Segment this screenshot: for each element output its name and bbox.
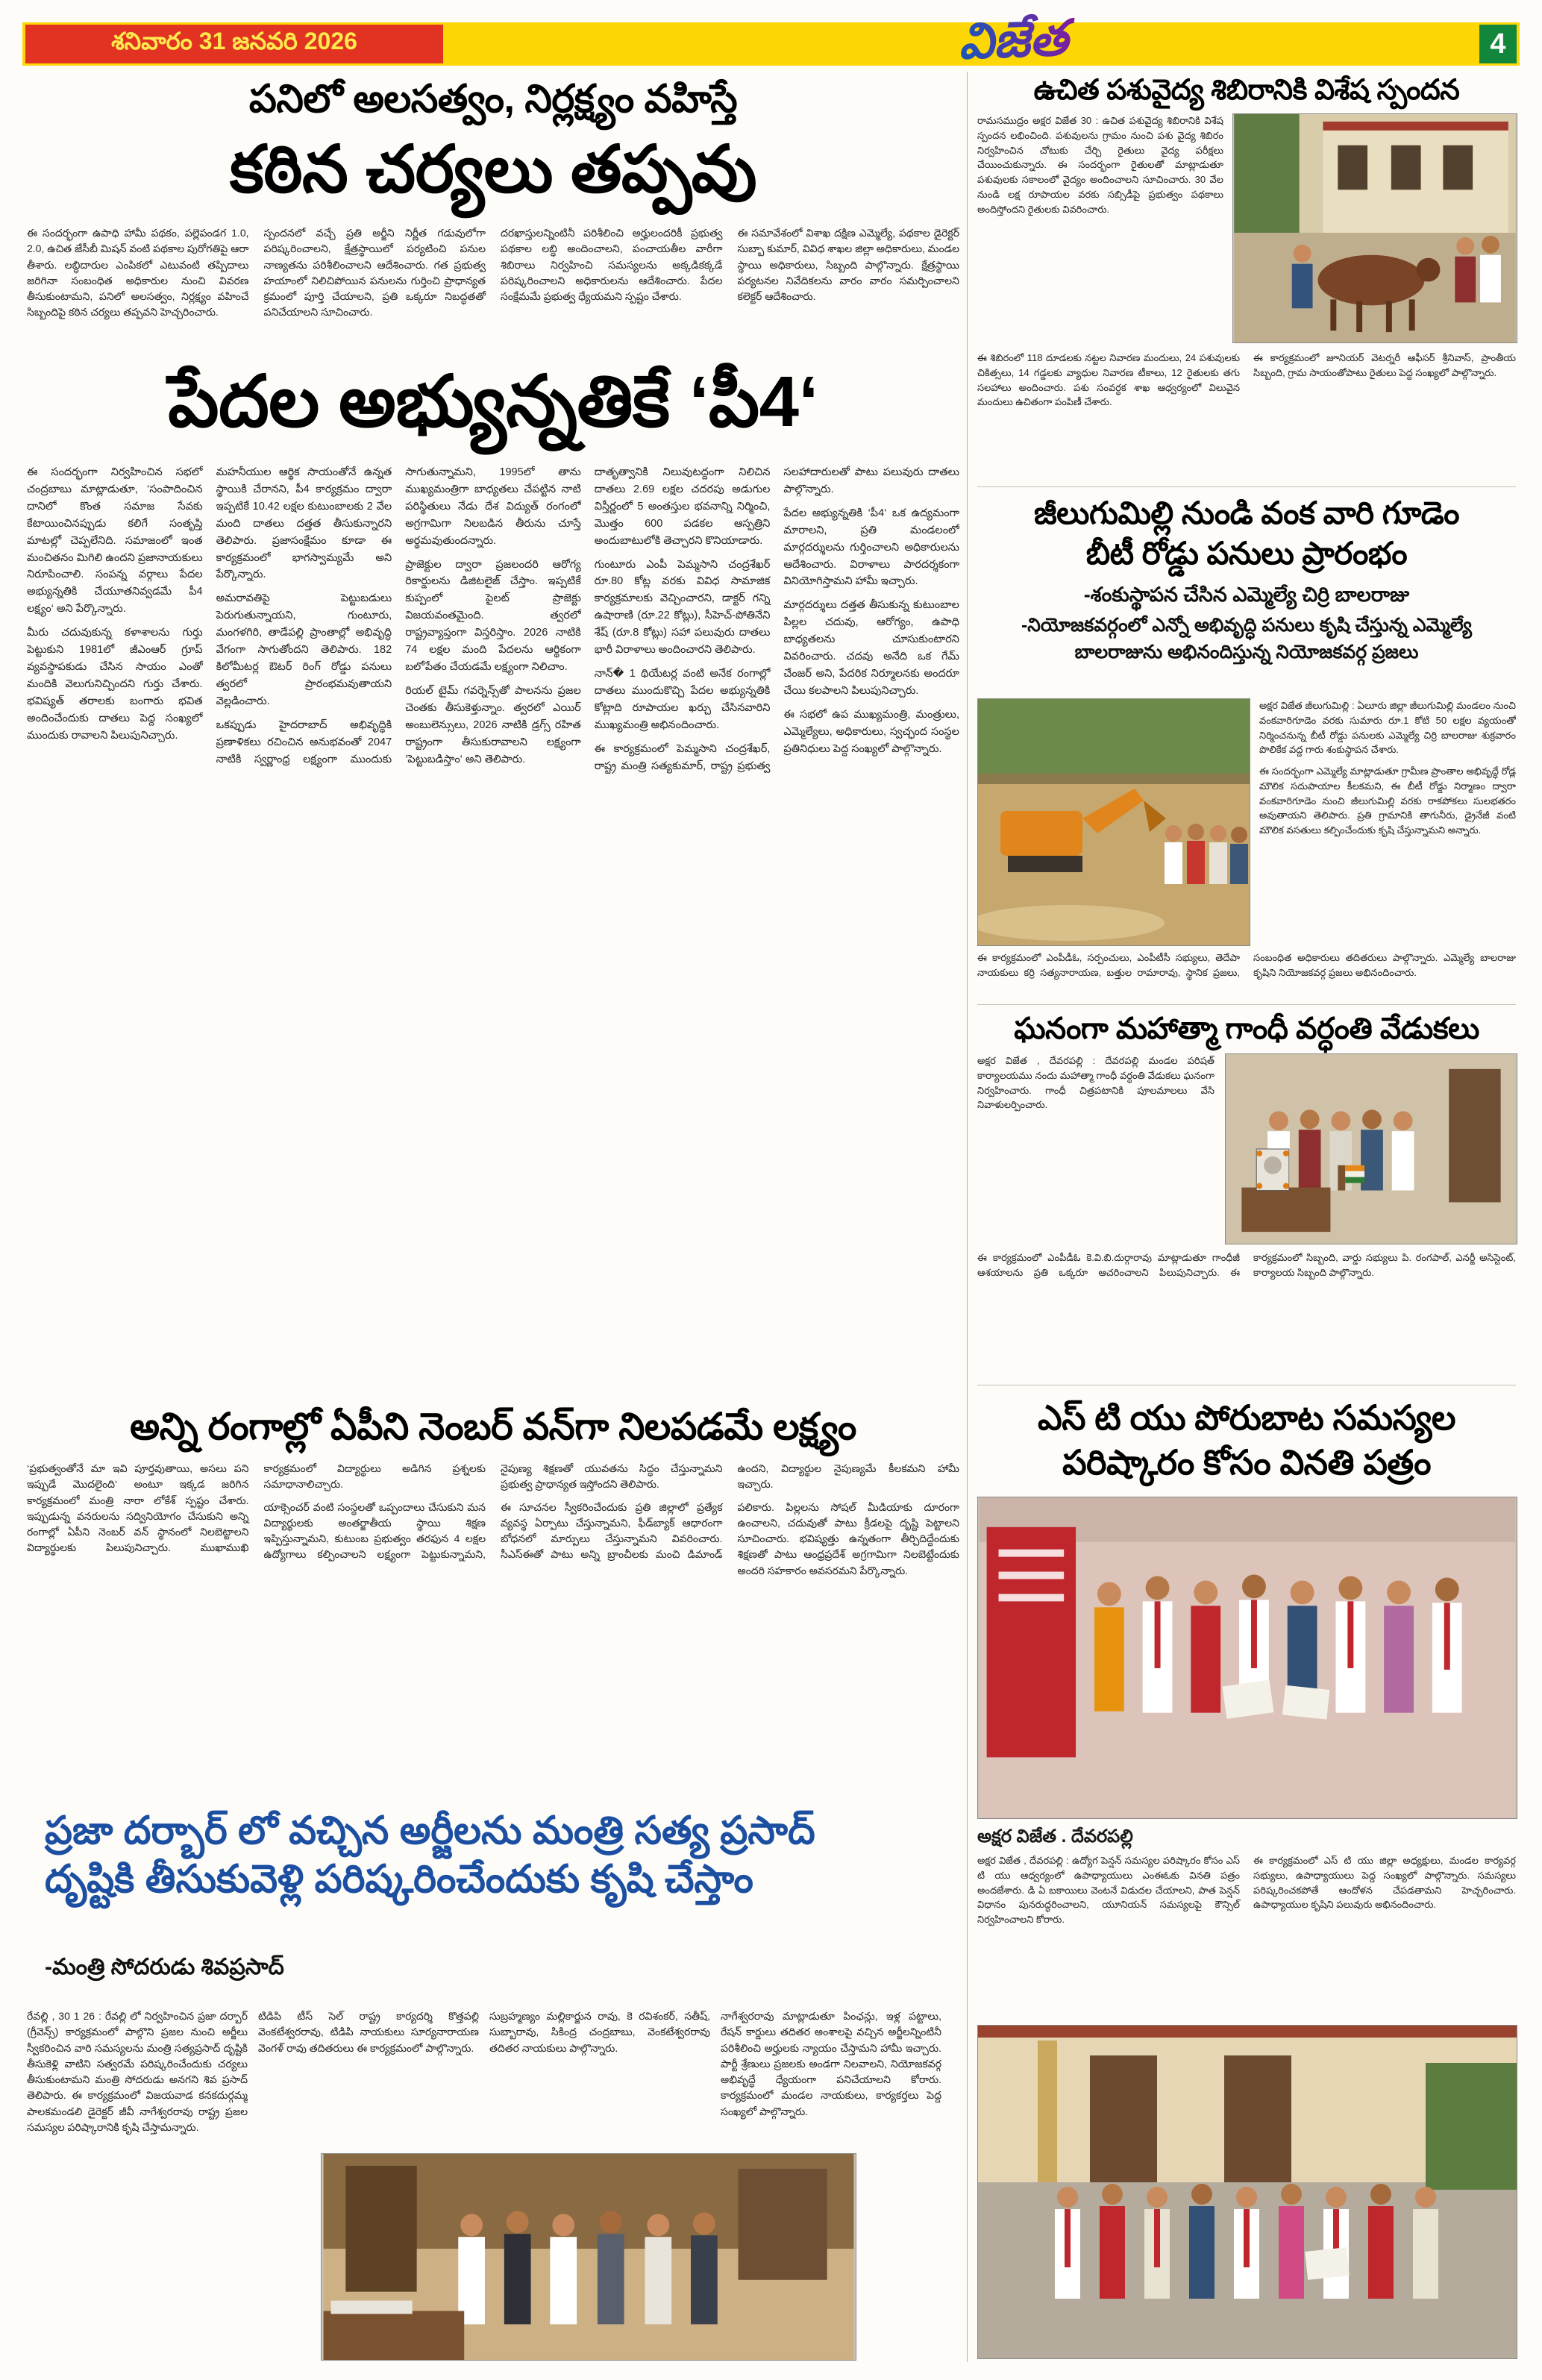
article4-headline-line2: దృష్టికి తీసుకువెళ్లి పరిష్కరించేందుకు కృషి చేస్తాం xyxy=(45,1858,753,1901)
paragraph: స్పందనలో వచ్చే ప్రతి అర్జీని నిర్ణీత గడువులోగా పరిష్కరించాలని, క్షేత్రస్థాయిలో పర్యటించి పనుల నాణ్యతను పరిశీలించాలని ఆదేశించారు. గత ప్రభుత్వ హయాంలో నిలిచిపోయిన పనులను గుర్తించి ప్రాధాన్యత క్రమంలో పూర్తి చేయాలని, ప్రతి ఒక్కరూ నిబద్ధతతో పనిచేయాలని సూచించారు. xyxy=(263,227,486,319)
article4-col2 xyxy=(258,2008,479,2141)
paragraph: మహనీయుల ఆర్థిక సాయంతోనే ఉన్నత స్థాయికి చేరానని, పీ4 కార్యక్రమం ద్వారా ఇప్పటికే 10.42 లక్షల కుటుంబాలకు 2 వేల మంది దాతలు దత్తత తీసుకున్నారని తెలిపారు. ప్రజాసంక్షేమం కూడా ఈ కార్యక్రమంలో భాగస్వామ్యమే అని పేర్కొన్నారు. xyxy=(216,466,392,581)
bt-road-headline-line1: జీలుగుమిల్లి నుండి వంక వారి గూడెం xyxy=(1033,495,1460,530)
date-box xyxy=(25,25,443,63)
paragraph: ఈ కార్యక్రమంలో ఎంపీడీఓ, సర్పంచులు, ఎంపీటీసీ సభ్యులు, తెదేపా నాయకులు కర్రి సత్యనారాయణ, బత్తుల రామారావు, స్థానిక ప్రజలు, సంబంధిత అధికారులు తదితరులు పాల్గొన్నారు. ఎమ్మెల్యే బాలరాజు కృషిని నియోజకవర్గ ప్రజలు అభినందించారు. xyxy=(977,952,1516,978)
paragraph: ఈ సభలో ఉప ముఖ్యమంత్రి, మంత్రులు, ఎమ్మెల్యేలు, అధికారులు, స్వచ్ఛంద సంస్థల ప్రతినిధులు పెద్ద సంఖ్యలో పాల్గొన్నారు. xyxy=(783,708,959,755)
photo-gandhi-vardhanti xyxy=(1225,1053,1517,1244)
section-rule xyxy=(977,1004,1516,1005)
paragraph: ఈ కార్యక్రమంలో పెమ్మసాని చంద్రశేఖర్, రాష్ట్ర మంత్రి సత్యకుమార్, రాష్ట్ర ప్రభుత్వ సలహాదారులతో పాటు పలువురు దాతలు పాల్గొన్నారు. xyxy=(594,466,959,772)
paragraph: ప్రాజెక్టుల ద్వారా ప్రజలందరి ఆరోగ్య రికార్డులను డిజిటలైజ్ చేస్తాం. ఇప్పటికే కుప్పంలో పైలట్ ప్రాజెక్టు విజయవంతమైంది. త్వరలో రాష్ట్రవ్యాప్తంగా విస్తరిస్తాం. 2026 నాటికి 74 లక్షల మంది పేదలను ఆర్థికంగా బలోపేతం చేయడమే లక్ష్యంగా నిలిచాం. xyxy=(405,558,581,673)
paragraph: యాక్సెంచర్ వంటి సంస్థలతో ఒప్పందాలు చేసుకుని మన విద్యార్థులకు అంతర్జాతీయ స్థాయి శిక్షణ ఇప్పిస్తున్నామని, కుటుంబ ప్రభుత్వం తరఫున 4 లక్షల ఉద్యోగాలు కల్పించాలని లక్ష్యంగా పెట్టుకున్నామని, నైపుణ్య శిక్షణతో యువతను సిద్ధం చేస్తున్నామని ప్రభుత్వ ప్రాధాన్యత ఇస్తోందని తెలిపారు. xyxy=(263,1462,723,1561)
article1-body xyxy=(27,225,959,351)
article4-headline-line1: ప్రజా దర్బార్ లో వచ్చిన అర్జీలను మంత్రి సత్య ప్రసాద్ xyxy=(45,1809,815,1853)
article2-body xyxy=(27,464,959,1378)
edition-date: శనివారం 31 జనవరి 2026 xyxy=(111,27,357,54)
paragraph: ‘ప్రభుత్వంతోనే మా ఇవి పూర్తవుతాయి, అసలు పని ఇప్పుడే మొదలైంది‘ అంటూ ఇక్కడ జరిగిన కార్యక్రమంలో మంత్రి నారా లోకేశ్ స్పష్టం చేశారు. ఇప్పుడున్న వనరులను సద్వినియోగం చేసుకుని అన్ని రంగాల్లో ఏపీని నెంబర్ వన్ స్థానంలో నిలబెట్టాలని విద్యార్థులకు పిలుపునిచ్చారు. ముఖాముఖి కార్యక్రమంలో విద్యార్థులు అడిగిన ప్రశ్నలకు సమాధానాలిచ్చారు. xyxy=(27,1462,486,1554)
paragraph: పేదల అభ్యున్నతికి ‘పీ4‘ ఒక ఉద్యమంగా మారాలని, ప్రతి మండలంలో మార్గదర్శులను గుర్తించాలని అధికారులను ఆదేశించారు. విరాళాలు పారదర్శకంగా వినియోగిస్తామని హామీ ఇచ్చారు. xyxy=(783,507,959,588)
article1-kicker: పనిలో అలసత్వం, నిర్లక్ష్యం వహిస్తే xyxy=(248,78,738,121)
photo-stu-group-outdoor xyxy=(977,2025,1517,2359)
paragraph: టిడిపి టీస్ సెల్ రాష్ట్ర కార్యదర్శి కొత్తపల్లి వెంకటేశ్వరరావు, టిడిపి నాయకులు సూర్యనారాయణ వెంగళ్ రావు తదితరులు ఈ కార్యక్రమంలో పాల్గొన్నారు. xyxy=(258,2010,479,2054)
newspaper-logo: విజేత xyxy=(957,5,1183,81)
paragraph: నాన్� 1 థియేటర్ల వంటి అనేక రంగాల్లో దాతలు ముందుకొచ్చి పేదల అభ్యున్నతికి కోట్లాది రూపాయల ఖర్చు చేసినవారిని ముఖ్యమంత్రి అభినందించారు. xyxy=(594,667,771,731)
stu-headline-line2: పరిష్కారం కోసం వినతి పత్రం xyxy=(1062,1443,1432,1482)
article3-body xyxy=(27,1461,959,1782)
paragraph: అమరావతిపై పెట్టుబడులు పెరుగుతున్నాయని, గుంటూరు, మంగళగిరి, తాడేపల్లి ప్రాంతాల్లో అభివృద్ధి వేగంగా సాగుతోందని తెలిపారు. 182 కిలోమీటర్ల ఔటర్ రింగ్ రోడ్డు పనులు త్వరలో ప్రారంభమవుతాయని వెల్లడించారు. xyxy=(216,592,392,707)
gandhi-body-side xyxy=(977,1053,1215,1244)
paragraph: రామసముద్రం అక్షర విజేత 30 : ఉచిత పశువైద్య శిబిరానికి విశేష స్పందన లభించింది. పశువులను గ్రామం నుంచి పశు వైద్య శిబిరం నిర్వహించిన చోటుకు చేర్చి రైతులు వైద్య పరీక్షలు చేయించుకున్నారు. ఈ సందర్భంగా రైతులతో మాట్లాడుతూ పశువులకు సకాలంలో వైద్యం అందించాలని సూచించారు. 30 వేల నుండి లక్ష రూపాయల వరకు సబ్సిడీపై ప్రభుత్వం పథకాలు అందిస్తోందని రైతులకు వివరించారు. xyxy=(977,115,1223,215)
paragraph: ఒకప్పుడు హైదరాబాద్ అభివృద్ధికి ప్రణాళికలు రచించిన అనుభవంతో 2047 నాటికి స్వర్ణాంధ్ర లక్ష్యంగా ముందుకు సాగుతున్నామని, 1995లో తాను ముఖ్యమంత్రిగా బాధ్యతలు చేపట్టిన నాటి పరిస్థితులు నేడు దేశ విద్యుత్ రంగంలో అగ్రగామిగా నిలబడిన తీరును చూస్తే అర్థమవుతుందన్నారు. xyxy=(216,466,581,765)
paragraph: మీరు చదువుకున్న కళాశాలను గుర్తు పెట్టుకుని 1981లో జీఎంఆర్ గ్రూప్ వ్యవస్థాపకుడు చేసిన సాయం ఎంతో మందికి వెలుగునిచ్చిందని గుర్తు చేశారు. భవిష్యత్ తరాలకు బంగారు భవిత అందించేందుకు దాతలు పెద్ద సంఖ్యలో ముందుకు రావాలని పిలుపునిచ్చారు. xyxy=(27,627,203,742)
bt-road-byline3: బాలరాజును అభినందిస్తున్న నియోజకవర్గ ప్రజలు xyxy=(1074,642,1419,663)
photo-praja-darbar-meeting xyxy=(321,2153,856,2361)
paragraph: ఈ సందర్భంగా ఉపాధి హామీ పథకం, పల్లెపండగ 1.0, 2.0, ఉచిత జేసీబీ మిషన్ వంటి పథకాల పురోగతిపై ఆరా తీశారు. లబ్ధిదారుల ఎంపికలో ఎటువంటి తప్పిదాలు జరిగినా సంబంధిత అధికారుల నుంచి వివరణ తీసుకుంటామని, పనిలో అలసత్వం, నిర్లక్ష్యం వహించే సిబ్బందిపై కఠిన చర్యలు తప్పవని హెచ్చరించారు. xyxy=(27,227,249,319)
paragraph: సుబ్రహ్మణ్యం మల్లికార్జున రావు, కె రవిశంకర్, సతీష్, సుబ్బారావు, సికింద్ర చంద్రబాబు, వెంకటేశ్వరరావు తదితర నాయకులు పాల్గొన్నారు. xyxy=(489,2010,710,2054)
paragraph: రియల్ టైమ్ గవర్నెన్స్‌తో పాలనను ప్రజల చెంతకు తీసుకెళ్తున్నాం. త్వరలో ఎయిర్ అంబులెన్సులు, 2026 నాటికి డ్రగ్స్ రహిత రాష్ట్రంగా తీసుకురావాలని లక్ష్యంగా ‘పెట్టుబడిస్తాం‘ అని తెలిపారు. xyxy=(405,684,581,765)
stu-caption: అక్షర విజేత . దేవరపల్లి xyxy=(977,1826,1133,1847)
paragraph: ఈ సూచనల స్వీకరించేందుకు ప్రతి జిల్లాలో ప్రత్యేక వ్యవస్థ ఏర్పాటు చేస్తున్నామని, ఫీడ్‌బ్యాక్ ఆధారంగా బోధనలో మార్పులు చేస్తున్నామని వివరించారు. సీఎస్ఈతో పాటు అన్ని బ్రాంచీలకు మంచి డిమాండ్ ఉందని, విద్యార్థుల నైపుణ్యమే కీలకమని హామీ ఇచ్చారు. xyxy=(501,1462,959,1561)
bt-road-body-side xyxy=(1259,698,1516,945)
article4-headline xyxy=(45,1807,947,1904)
paragraph: ఈ కార్యక్రమంలో ఎస్ టి యు జిల్లా అధ్యక్షులు, మండల కార్యవర్గ సభ్యులు, ఉపాధ్యాయులు పెద్ద సంఖ్యలో పాల్గొన్నారు. సమస్యలు పరిష్కరించకపోతే ఆందోళన చేపడతామని హెచ్చరించారు. ఉపాధ్యాయుల కృషిని పలువురు అభినందించారు. xyxy=(1253,1855,1516,1911)
paragraph: ఈ సమావేశంలో విశాఖ దక్షిణ ఎమ్మెల్యే, పథకాల డైరెక్టర్ సుబ్బా కుమార్, వివిధ శాఖల జిల్లా అధికారులు, మండల స్థాయి అధికారులు, సిబ్బంది పాల్గొన్నారు. క్షేత్రస్థాయి పర్యటనల నివేదికలను వారం వారం సమర్పించాలని కలెక్టర్ ఆదేశించారు. xyxy=(737,227,959,303)
paragraph: పలికారు. పిల్లలను సోషల్ మీడియాకు దూరంగా ఉంచాలని, చదువుతో పాటు క్రీడలపై దృష్టి పెట్టాలని సూచించారు. భవిష్యత్తు ఉన్నతంగా తీర్చిదిద్దేందుకు శిక్షణతో పాటు ఆంధ్రప్రదేశ్ అగ్రగామిగా నిలబెట్టేందుకు అందరి సహకారం అవసరమని పేర్కొన్నారు. xyxy=(737,1500,959,1576)
article2-headline: పేదల అభ్యున్నతికే ‘పీ4‘ xyxy=(168,362,818,442)
page-number: 4 xyxy=(1479,25,1517,63)
article4-col3 xyxy=(489,2008,710,2141)
stu-body xyxy=(977,1853,1516,2016)
vet-camp-body-side xyxy=(977,113,1223,343)
paragraph: అక్షర విజేత , దేవరపల్లి : దేవరపల్లి మండల పరిషత్ కార్యాలయము నందు మహాత్మా గాంధీ వర్ధంతి వేడుకలు ఘనంగా నిర్వహించారు. గాంధీ చిత్రపటానికి పూలమాలలు వేసి నివాళులర్పించారు. xyxy=(977,1055,1215,1111)
stu-headline-line1: ఎస్ టి యు పోరుబాట సమస్యల xyxy=(1038,1398,1455,1437)
paragraph: ఈ సందర్భంగా నిర్వహించిన సభలో చంద్రబాబు మాట్లాడుతూ, ‘సంపాదించిన దానిలో కొంత సమాజ సేవకు కేటాయించినప్పుడు కలిగే సంతృప్తి మాటల్లో చెప్పలేనిది. సమాజంలో ఇంత మంచితనం మిగిలి ఉందని ప్రజానాయకులు నిరూపించాలి. సంపన్న వర్గాలు పేదల అభ్యున్నతికి చేయూతనివ్వడమే పీ4 లక్ష్యం‘ అని పేర్కొన్నారు. xyxy=(27,466,203,616)
column-divider xyxy=(967,72,968,2362)
photo-stu-memorandum-indoor xyxy=(977,1497,1517,1819)
gandhi-headline: ఘనంగా మహాత్మా గాంధీ వర్ధంతి వేడుకలు xyxy=(1014,1012,1479,1045)
bt-road-body-below xyxy=(977,951,1516,1000)
article4-byline: -మంత్రి సోదరుడు శివప్రసాద్ xyxy=(45,1955,284,1979)
gandhi-body-below xyxy=(977,1250,1516,1367)
paragraph: అక్షర విజేత జీలుగుమిల్లి : ఏలూరు జిల్లా జీలుగుమిల్లి మండలం నుంచి వంకవారిగూడెం వరకు సుమారు రూ.1 కోటి 50 లక్షల వ్యయంతో నిర్మించనున్న బీటీ రోడ్డు పనులకు ఎమ్మెల్యే చిర్రి బాలరాజు శుక్రవారం పొలికేక వద్ద గారు శంకుస్థాపన చేశారు. xyxy=(1259,700,1516,756)
bt-road-headline-line2: బీటీ రోడ్డు పనులు ప్రారంభం xyxy=(1085,536,1408,571)
photo-road-works xyxy=(977,698,1250,946)
paragraph: దాతృత్వానికి నిలువుటద్దంగా నిలిచిన దాతలు 2.69 లక్షల చదరపు అడుగుల విస్తీర్ణంలో 5 అంతస్తుల భవనాన్ని నిర్మించి, మొత్తం 600 పడకల ఆస్పత్రిని అందుబాటులోకి తెచ్చారని కొనియాడారు. xyxy=(594,466,771,547)
article4-col1 xyxy=(27,2008,248,2359)
paragraph: రేవల్లి , 30 1 26 : రేవల్లి లో నిర్వహించిన ప్రజా దర్బార్ (గ్రీవెన్స్) కార్యక్రమంలో పాల్గొని ప్రజల నుంచి అర్జీలు స్వీకరించిన వారి సమస్యలను మంత్రి సత్యప్రసాద్ దృష్టికి తీసుకెళ్లి వాటిని సత్వరమే పరిష్కరించేందుకు చర్యలు తీసుకుంటామని మంత్రి సోదరుడు అనగని శివ ప్రసాద్ తెలిపారు. ఈ కార్యక్రమంలో విజయవాడ కనకదుర్గమ్మ పాలకమండలి డైరెక్టర్ జీవీ నాగేశ్వరరావు రాష్ట్ర ప్రజల సమస్యల పరిష్కారానికి కృషి చేస్తామన్నారు. xyxy=(27,2010,248,2133)
vet-camp-body-below xyxy=(977,351,1516,479)
article1-headline: కఠిన చర్యలు తప్పవు xyxy=(229,132,757,206)
paragraph: నాగేశ్వరరావు మాట్లాడుతూ పింఛన్లు, ఇళ్ల పట్టాలు, రేషన్ కార్డులు తదితర అంశాలపై వచ్చిన అర్జీలన్నింటినీ పరిశీలించి అర్హులకు న్యాయం చేస్తామని హామీ ఇచ్చారు. పార్టీ శ్రేణులు ప్రజలకు అండగా నిలవాలని, నియోజకవర్గ అభివృద్ధే ధ్యేయంగా పనిచేయాలని కోరారు. కార్యక్రమంలో మండల నాయకులు, కార్యకర్తలు పెద్ద సంఖ్యలో పాల్గొన్నారు. xyxy=(721,2010,941,2117)
paragraph: ఈ కార్యక్రమంలో ఎంపీడీఓ కె.వి.బి.దుర్గారావు మాట్లాడుతూ గాంధీజీ ఆశయాలను ప్రతి ఒక్కరూ ఆచరించాలని పిలుపునిచ్చారు. ఈ కార్యక్రమంలో సిబ్బంది, వార్డు సభ్యులు పి. రంగపాల్, ఎనర్జీ అసిస్టెంట్, కార్యాలయ సిబ్బంది పాల్గొన్నారు. xyxy=(977,1252,1516,1278)
paragraph: దరఖాస్తులన్నింటినీ పరిశీలించి అర్హులందరికీ ప్రభుత్వ పథకాల లబ్ధి అందించాలని, పంచాయతీల వారీగా శిబిరాలు నిర్వహించి సమస్యలను అక్కడికక్కడే పరిష్కరించాలని అధికారులను ఆదేశించారు. పేదల సంక్షేమమే ప్రభుత్వ ధ్యేయమని స్పష్టం చేశారు. xyxy=(501,227,723,303)
paragraph: గుంటూరు ఎంపీ పెమ్మసాని చంద్రశేఖర్ రూ.80 కోట్ల వరకు వివిధ సామాజిక కార్యక్రమాలకు వెచ్చించారని, డాక్టర్ గన్ని ఉషారాణి (రూ.22 కోట్లు), సీహెచ్-పోతినేని శేష్ (రూ.8 కోట్లు) సహా పలువురు దాతలు భారీ విరాళాలు అందించారని తెలిపారు. xyxy=(594,558,771,657)
paragraph: అక్షర విజేత , దేవరపల్లి : ఉద్యోగ పెన్షన్ సమస్యల పరిష్కారం కోసం ఎస్ టి యు ఆధ్వర్యంలో ఉపాధ్యాయులు ఎంఈఓకు వినతి పత్రం అందజేశారు. డి ఏ బకాయిలు వెంటనే విడుదల చేయాలని, పాత పెన్షన్ విధానం పునరుద్ధరించాలని, యూనియన్ సమస్యలపై కౌన్సిల్ నిర్వహించాలని కోరారు. xyxy=(977,1855,1240,1925)
photo-veterinary-camp xyxy=(1232,113,1517,343)
section-rule xyxy=(977,486,1516,487)
bt-road-byline2: -నియోజకవర్గంలో ఎన్నో అభివృద్ధి పనులు కృషి చేస్తున్న ఎమ్మెల్యే xyxy=(1021,615,1473,636)
article3-headline: అన్ని రంగాల్లో ఏపీని నెంబర్ వన్‌గా నిలపడమే లక్ష్యం xyxy=(130,1406,856,1447)
bt-road-byline1: -శంకుస్థాపన చేసిన ఎమ్మెల్యే చిర్రి బాలరాజు xyxy=(1083,583,1410,606)
paragraph: మార్గదర్శులు దత్తత తీసుకున్న కుటుంబాల పిల్లల చదువు, ఆరోగ్యం, ఉపాధి బాధ్యతలను చూసుకుంటారని వివరించారు. చదవు అనేది ఒక గేమ్ చేంజర్ అని, పేదరిక నిర్మూలనకు అందరూ చేయి కలపాలని పిలుపునిచ్చారు. xyxy=(783,599,959,697)
vet-camp-headline: ఉచిత పశువైద్య శిబిరానికి విశేష స్పందన xyxy=(1033,75,1460,106)
paragraph: ఈ కార్యక్రమంలో జూనియర్ వెటర్నరీ ఆఫీసర్ శ్రీనివాస్, ప్రాంతీయ సిబ్బంది, గ్రామ సాయంతోపాటు రైతులు పెద్ద సంఖ్యలో పాల్గొన్నారు. xyxy=(1253,352,1516,378)
paragraph: ఈ సందర్భంగా ఎమ్మెల్యే మాట్లాడుతూ గ్రామీణ ప్రాంతాల అభివృద్ధే రోడ్ల మౌలిక సదుపాయాల కీలకమని, ఈ బీటీ రోడ్డు నిర్మాణం ద్వారా వంకవారిగూడెం నుంచి జీలుగుమిల్లి వరకు రాకపోకలు సులభతరం అవుతాయని తెలిపారు. ప్రతి గ్రామానికి తాగునీరు, డ్రైనేజీ వంటి మౌలిక వసతులు కల్పించేందుకు కృషి చేస్తున్నామని అన్నారు. xyxy=(1259,765,1516,836)
paragraph: ఈ శిబిరంలో 118 దూడలకు నట్టల నివారణ మందులు, 24 పశువులకు చికిత్సలు, 14 గడ్డలకు వ్యాధుల నివారణ టీకాలు, 12 రైతులకు తగు సలహాలు అందించారు. పశు సంవర్ధక శాఖ ఆధ్వర్యంలో విలువైన మందులు ఉచితంగా పంపిణీ చేశారు. xyxy=(977,352,1240,408)
